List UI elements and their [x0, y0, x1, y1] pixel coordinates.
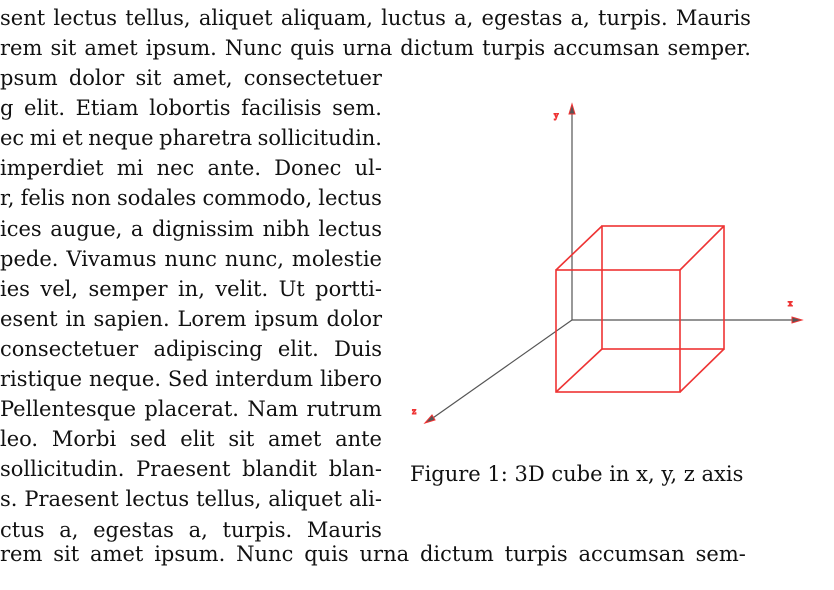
figure-caption: Figure 1: 3D cube in x, y, z axis [410, 462, 744, 486]
cube-edge-bottom-left [556, 349, 602, 392]
x-axis-label: x [788, 299, 793, 308]
cube-diagram [400, 96, 820, 446]
figure-3d-cube [400, 96, 820, 446]
text-line: sollicitudin. Praesent blandit blan- [0, 457, 382, 482]
text-line: ristique neque. Sed interdum libero [0, 367, 382, 391]
text-line: esent in sapien. Lorem ipsum dolor [0, 306, 382, 331]
text-line: g elit. Etiam lobortis facilisis sem. [0, 96, 382, 121]
text-line: ec mi et neque pharetra sollicitudin. [0, 126, 382, 151]
text-line: pede. Vivamus nunc nunc, molestie [0, 246, 382, 271]
text-line: ctus a, egestas a, turpis. Mauris [0, 517, 382, 542]
x-axis-arrowhead [792, 317, 802, 323]
text-line: imperdiet mi nec ante. Donec ul- [0, 156, 382, 181]
cube-edge-top-left [556, 226, 602, 270]
y-axis-label: y [554, 111, 559, 120]
text-line: consectetuer adipiscing elit. Duis [0, 336, 382, 361]
text-line: sent lectus tellus, aliquet aliquam, luctus a, egestas a, turpis. Mauris [0, 6, 751, 30]
cube-edge-bottom-right [680, 349, 724, 392]
text-line: leo. Morbi sed elit sit amet ante [0, 427, 382, 452]
text-line: rem sit amet ipsum. Nunc quis urna dictum turpis accumsan sem- [0, 542, 746, 566]
z-axis [430, 320, 572, 420]
text-line: rem sit amet ipsum. Nunc quis urna dictum turpis accumsan semper. [0, 36, 751, 60]
text-line: Pellentesque placerat. Nam rutrum [0, 397, 382, 422]
text-line: psum dolor sit amet, consectetuer [0, 66, 382, 90]
y-axis-arrowhead [569, 104, 575, 114]
text-line: ies vel, semper in, velit. Ut portti- [0, 276, 382, 301]
cube-edge-top-right [680, 226, 724, 270]
z-axis-label: z [412, 407, 417, 416]
text-line: s. Praesent lectus tellus, aliquet ali- [0, 487, 382, 512]
z-axis-arrowhead [425, 415, 435, 423]
text-line: ices augue, a dignissim nibh lectus [0, 216, 382, 241]
text-line: r, felis non sodales commodo, lectus [0, 186, 382, 211]
